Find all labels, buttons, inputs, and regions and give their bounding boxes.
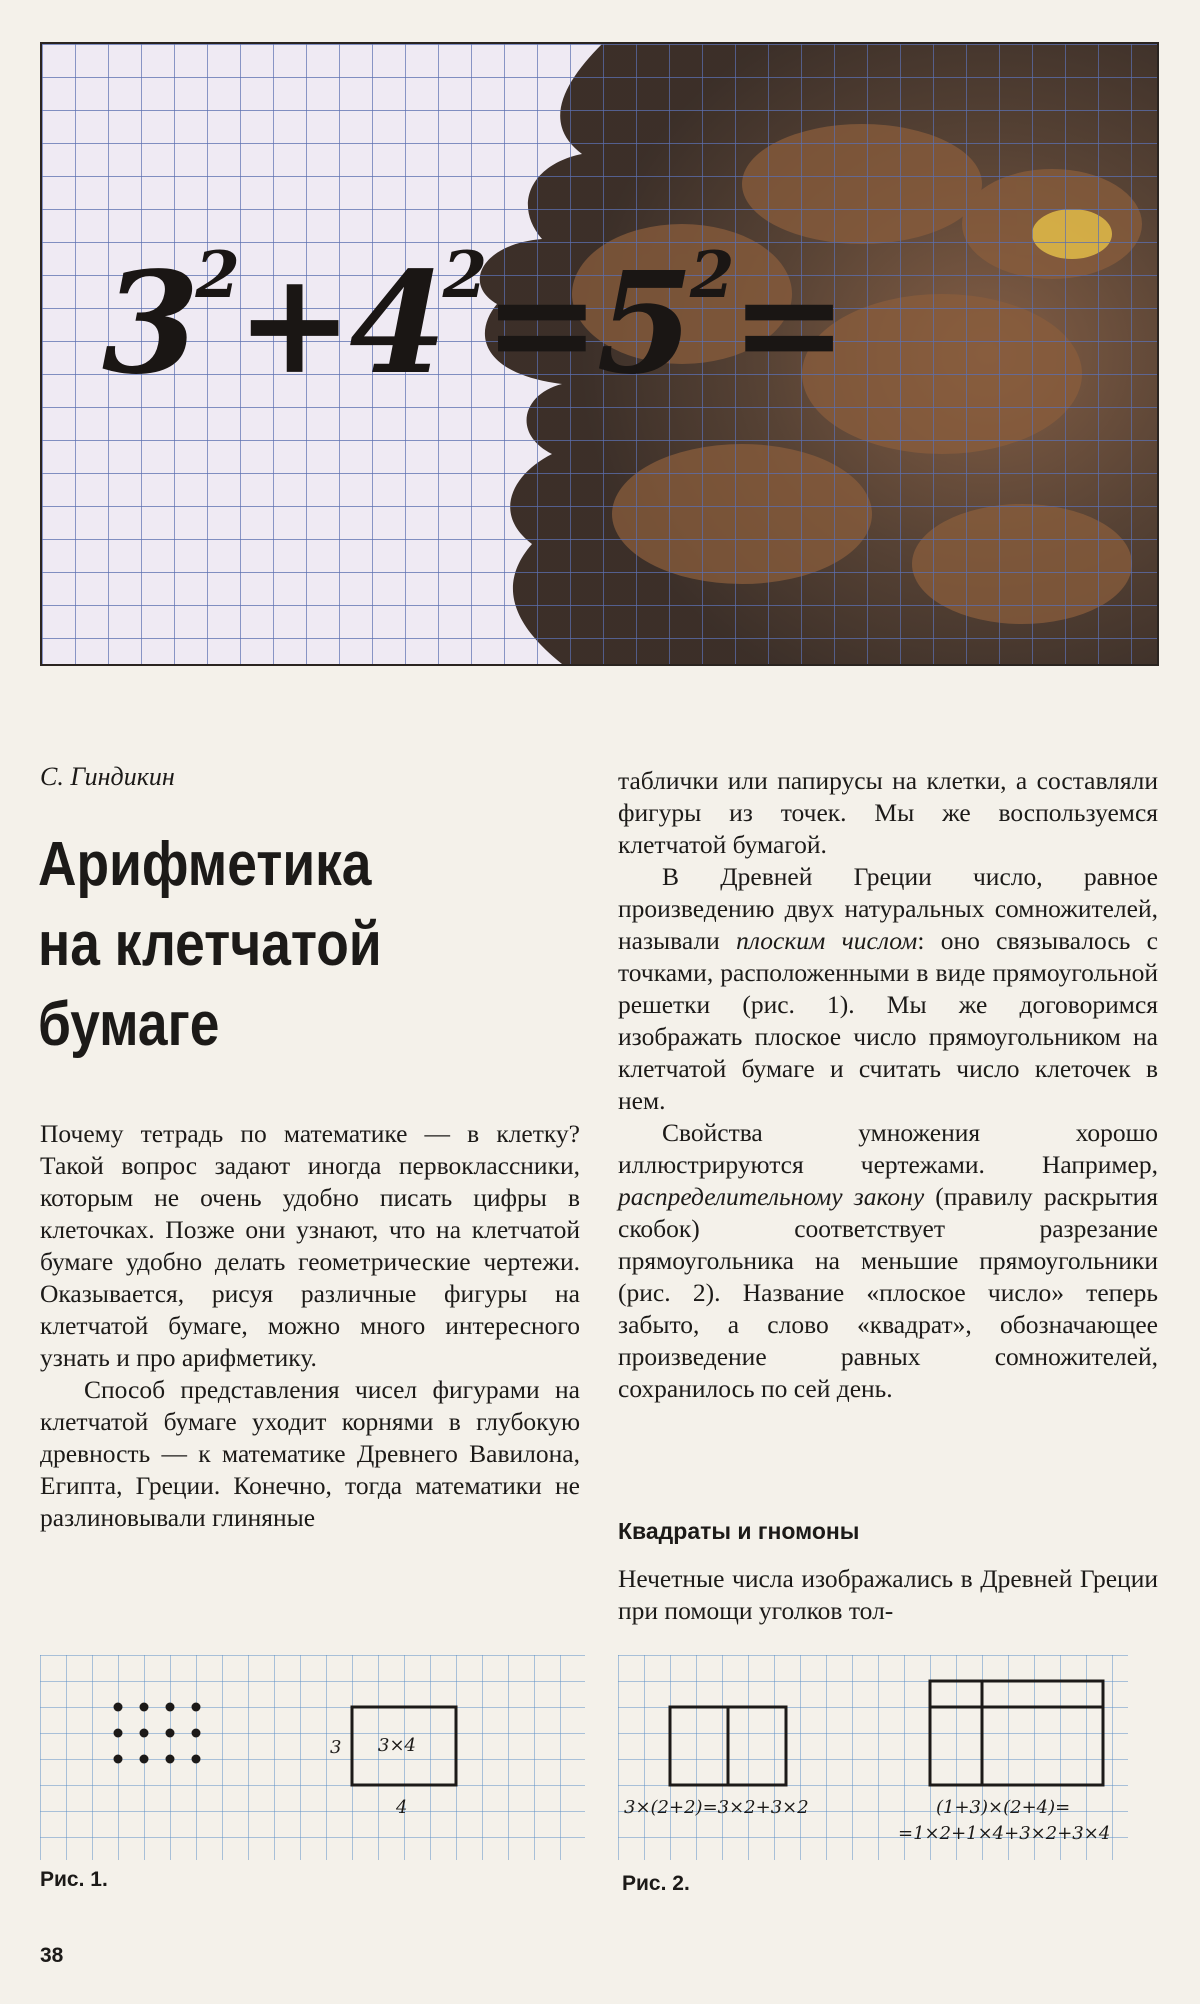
figure-1-caption: Рис. 1. <box>40 1868 108 1891</box>
figure-2 <box>618 1655 1128 1860</box>
author: С. Гиндикин <box>40 762 175 791</box>
figure-1 <box>40 1655 585 1860</box>
body-column-left <box>40 1118 580 1534</box>
paragraph: Способ представления чисел фигурами на клетчатой бумаге уходит корнями в глубокую древность — к математике Древнего Вавилона, Египта, Греции. Конечно, тогда математики не разлиновывали глиняные <box>40 1375 580 1532</box>
emphasis: распределительному закону <box>618 1182 925 1211</box>
page-number: 38 <box>40 1944 64 1967</box>
emphasis: плоским числом <box>736 926 918 955</box>
section-heading: Квадраты и гномоны <box>618 1518 860 1544</box>
title-line: бумаге <box>38 990 220 1059</box>
paragraph: Нечетные числа изображались в Древней Греции при помощи уголков тол- <box>618 1564 1158 1625</box>
left-formula: 3×(2+2)=3×2+3×2 <box>624 1797 809 1818</box>
paragraph: В Древней Греции число, равное произведению двух натуральных сомножителей, называли плоским числом: оно связывалось с точками, расположенными в виде прямоугольной решетки (рис. 1). Мы же договоримся изображать плоское число прямоугольником на клетчатой бумаге и считать число клеточек в нем. <box>618 862 1159 1115</box>
right-formula-line-2: =1×2+1×4+3×2+3×4 <box>898 1823 1111 1844</box>
right-formula-line-1: (1+3)×(2+4)= <box>936 1797 1071 1818</box>
paragraph: таблички или папирусы на клетки, а составляли фигуры из точек. Мы же воспользуемся клетчатой бумагой. <box>618 766 1158 859</box>
article-title <box>38 825 399 1065</box>
title-line: на клетчатой <box>38 910 382 979</box>
header-illustration <box>40 42 1159 666</box>
inner-label: 3×4 <box>378 1735 416 1756</box>
figure-2-caption: Рис. 2. <box>622 1872 690 1895</box>
bottom-label: 4 <box>396 1797 408 1818</box>
pythagorean-formula: $3^2+4^2=5^2=$ <box>102 238 844 406</box>
body-column-right-continued <box>618 1563 1158 1627</box>
title-line: Арифметика <box>38 830 372 899</box>
body-column-right <box>618 765 1158 1405</box>
paragraph: Свойства умножения хорошо иллюстрируются чертежами. Например, распределительному закону (правилу раскрытия скобок) соответствует разрезание прямоугольника на меньшие прямоугольники (рис. 2). Название «плоское число» теперь забыто, а слово «квадрат», обозначающее произведение равных сомножителей, сохранилось по сей день. <box>618 1118 1158 1403</box>
side-label: 3 <box>330 1737 342 1758</box>
paragraph: Почему тетрадь по математике — в клетку? Такой вопрос задают иногда первоклассники, которым не очень удобно писать цифры в клеточках. Позже они узнают, что на клетчатой бумаге удобно делать геометрические чертежи. Оказывается, рисуя различные фигуры на клетчатой бумаге, можно много интересного узнать и про арифметику. <box>40 1119 580 1372</box>
